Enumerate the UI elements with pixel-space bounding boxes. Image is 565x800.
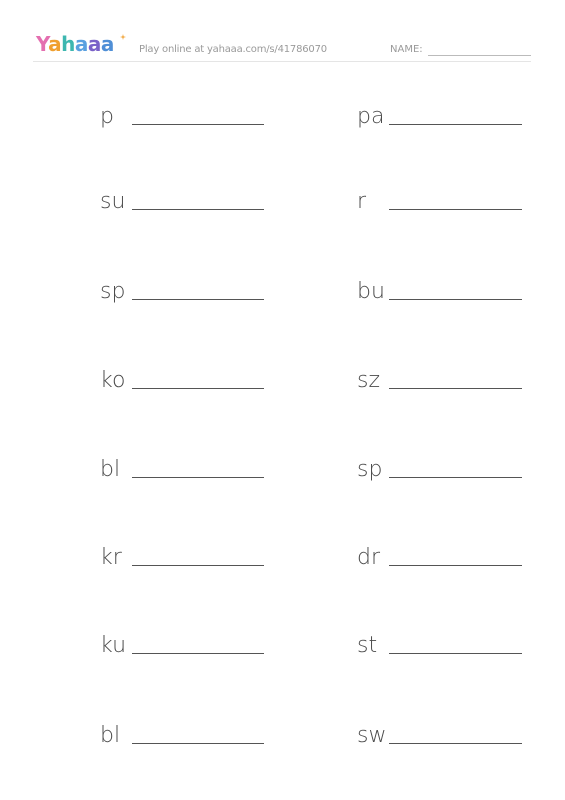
worksheet-item-right (357, 632, 522, 660)
logo-letter: Y (36, 32, 49, 56)
logo-letter: a (74, 32, 88, 56)
worksheet-item-left (100, 544, 264, 572)
answer-blank[interactable] (132, 209, 264, 210)
play-online-link[interactable]: Play online at yahaaa.com/s/41786070 (139, 44, 327, 55)
word-prompt: bl (100, 457, 121, 482)
answer-blank[interactable] (132, 565, 264, 566)
name-field[interactable] (428, 55, 531, 56)
header-divider (33, 61, 531, 62)
logo-letter: a (87, 32, 101, 56)
answer-blank[interactable] (389, 565, 522, 566)
worksheet-item-left (100, 103, 264, 131)
sparkle-icon (120, 34, 126, 40)
worksheet-item-left (100, 188, 264, 216)
worksheet-item-left (100, 367, 264, 395)
answer-blank[interactable] (132, 299, 264, 300)
answer-blank[interactable] (132, 124, 264, 125)
worksheet-item-left (100, 722, 264, 750)
answer-blank[interactable] (132, 743, 264, 744)
word-prompt: bl (100, 723, 121, 748)
word-prompt: kr (100, 545, 122, 570)
word-prompt: st (357, 633, 378, 658)
worksheet-item-right (357, 367, 522, 395)
answer-blank[interactable] (389, 209, 522, 210)
worksheet-item-left (100, 632, 264, 660)
answer-blank[interactable] (389, 477, 522, 478)
worksheet-item-right (357, 103, 522, 131)
yahaaa-logo[interactable] (36, 32, 114, 56)
worksheet-item-right (357, 278, 522, 306)
logo-letter: a (100, 32, 114, 56)
name-label: NAME: (390, 44, 423, 55)
answer-blank[interactable] (389, 299, 522, 300)
worksheet-item-left (100, 278, 264, 306)
word-prompt: ko (100, 368, 126, 393)
word-prompt: sw (357, 723, 387, 748)
logo-letter: a (48, 32, 62, 56)
word-prompt: su (100, 189, 126, 214)
word-prompt: sp (357, 457, 383, 482)
worksheet-item-right (357, 544, 522, 572)
answer-blank[interactable] (132, 653, 264, 654)
answer-blank[interactable] (389, 743, 522, 744)
worksheet-header (0, 0, 565, 64)
word-prompt: sp (100, 279, 126, 304)
word-prompt: pa (357, 104, 385, 129)
worksheet-item-left (100, 456, 264, 484)
word-prompt: dr (357, 545, 381, 570)
word-prompt: sz (357, 368, 381, 393)
logo-letter: h (61, 32, 75, 56)
worksheet-item-right (357, 456, 522, 484)
worksheet-item-right (357, 188, 522, 216)
word-prompt: r (357, 189, 367, 214)
answer-blank[interactable] (389, 653, 522, 654)
worksheet-item-right (357, 722, 522, 750)
word-prompt: bu (357, 279, 385, 304)
word-prompt: ku (100, 633, 127, 658)
answer-blank[interactable] (389, 124, 522, 125)
answer-blank[interactable] (132, 477, 264, 478)
word-prompt: p (100, 104, 114, 129)
answer-blank[interactable] (132, 388, 264, 389)
answer-blank[interactable] (389, 388, 522, 389)
